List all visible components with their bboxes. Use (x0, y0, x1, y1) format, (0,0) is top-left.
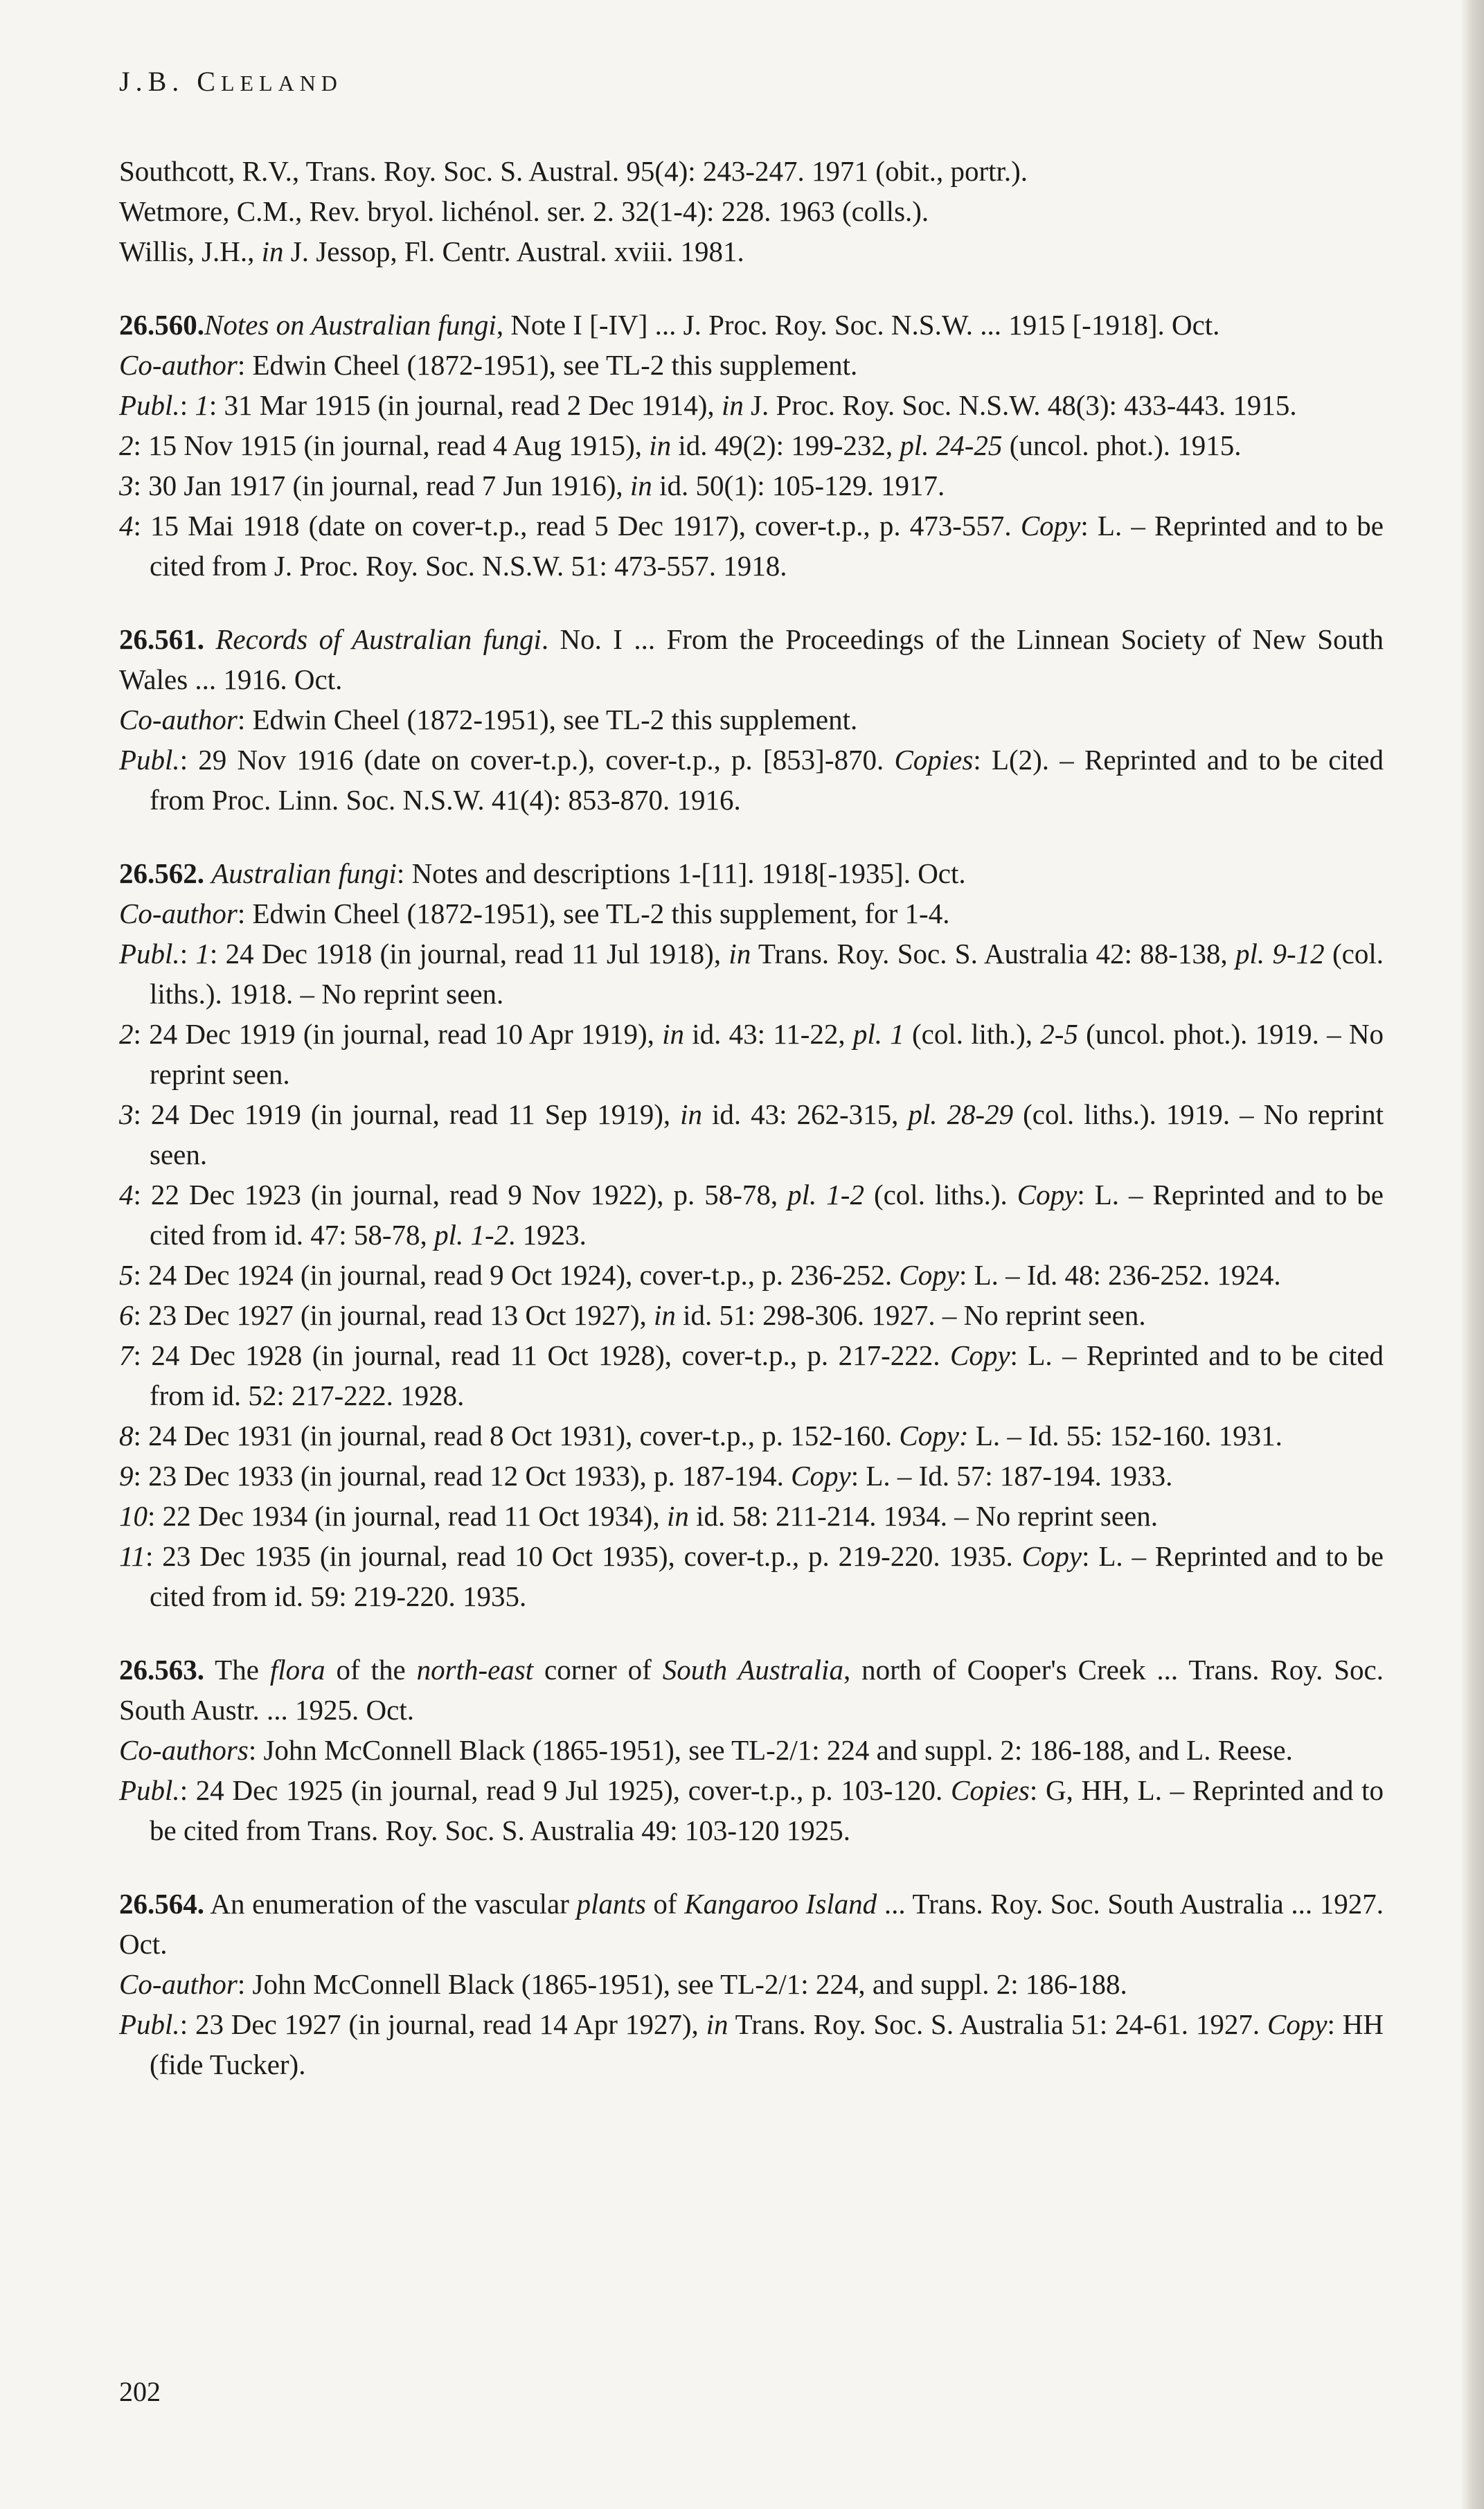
entry-26-563 (119, 1650, 1384, 1850)
entry-line: 9: 23 Dec 1933 (in journal, read 12 Oct 1933), p. 187-194. Copy: L. – Id. 57: 187-194. 1933. (119, 1460, 1173, 1492)
entry-line: Co-author: John McConnell Black (1865-1951), see TL-2/1: 224, and suppl. 2: 186-188. (119, 1968, 1127, 2000)
page-number: 202 (119, 2376, 161, 2407)
entry-title: 26.561. Records of Australian fungi. No. I ... From the Proceedings of the Linnean Society of New South Wales ... 1916. Oct. (119, 623, 1384, 695)
entry-line: Co-author: Edwin Cheel (1872-1951), see TL-2 this supplement. (119, 349, 858, 381)
entry-line: 7: 24 Dec 1928 (in journal, read 11 Oct 1928), cover-t.p., p. 217-222. Copy: L. – Reprinted and to be cited from id. 52: 217-222. 1928. (119, 1339, 1384, 1411)
entry-line: 10: 22 Dec 1934 (in journal, read 11 Oct 1934), in id. 58: 211-214. 1934. – No reprint seen. (119, 1500, 1159, 1532)
entry-title: 26.560.Notes on Australian fungi, Note I [-IV] ... J. Proc. Roy. Soc. N.S.W. ... 1915 [-1918]. Oct. (119, 309, 1220, 341)
entry-line: Publ.: 1: 31 Mar 1915 (in journal, read 2 Dec 1914), in J. Proc. Roy. Soc. N.S.W. 48(3): 433-443. 1915. (119, 389, 1297, 421)
entry-title: 26.564. An enumeration of the vascular plants of Kangaroo Island ... Trans. Roy. Soc. South Australia ... 1927. Oct. (119, 1888, 1384, 1960)
entry-line: Publ.: 23 Dec 1927 (in journal, read 14 Apr 1927), in Trans. Roy. Soc. S. Australia 51: 24-61. 1927. Copy: HH (fide Tucker). (119, 2008, 1384, 2080)
entry-26-562 (119, 853, 1384, 1616)
entry-line: 6: 23 Dec 1927 (in journal, read 13 Oct 1927), in id. 51: 298-306. 1927. – No reprint seen. (119, 1299, 1146, 1331)
entry-line: Publ.: 24 Dec 1925 (in journal, read 9 Jul 1925), cover-t.p., p. 103-120. Copies: G, HH, L. – Reprinted and to be cited from Trans. Roy. Soc. S. Australia 49: 103-120 1925. (119, 1774, 1384, 1846)
continuation-line: Willis, J.H., in J. Jessop, Fl. Centr. Austral. xviii. 1981. (119, 235, 744, 267)
entry-title: 26.563. The flora of the north-east corner of South Australia, north of Cooper's Creek ... Trans. Roy. Soc. South Austr. ... 1925. Oct. (119, 1654, 1384, 1726)
entry-title: 26.562. Australian fungi: Notes and descriptions 1-[11]. 1918[-1935]. Oct. (119, 857, 966, 889)
entry-26-560 (119, 305, 1384, 586)
entry-line: 2: 15 Nov 1915 (in journal, read 4 Aug 1915), in id. 49(2): 199-232, pl. 24-25 (uncol. phot.). 1915. (119, 429, 1242, 461)
entry-line: Co-authors: John McConnell Black (1865-1951), see TL-2/1: 224 and suppl. 2: 186-188, and L. Reese. (119, 1734, 1293, 1766)
continuation-block (119, 151, 1384, 271)
running-head (119, 62, 1384, 102)
entry-line: 4: 22 Dec 1923 (in journal, read 9 Nov 1922), p. 58-78, pl. 1-2 (col. liths.). Copy: L. – Reprinted and to be cited from id. 47: 58-78, pl. 1-2. 1923. (119, 1179, 1384, 1251)
continuation-line: Southcott, R.V., Trans. Roy. Soc. S. Austral. 95(4): 243-247. 1971 (obit., portr.). (119, 155, 1028, 187)
entry-26-564 (119, 1884, 1384, 2084)
entry-line: 4: 15 Mai 1918 (date on cover-t.p., read 5 Dec 1917), cover-t.p., p. 473-557. Copy: L. – Reprinted and to be cited from J. Proc. Roy. Soc. N.S.W. 51: 473-557. 1918. (119, 510, 1384, 582)
entry-26-561 (119, 619, 1384, 820)
entry-line: 3: 30 Jan 1917 (in journal, read 7 Jun 1916), in id. 50(1): 105-129. 1917. (119, 470, 945, 501)
entry-line: Co-author: Edwin Cheel (1872-1951), see TL-2 this supplement. (119, 704, 858, 735)
entry-line: 11: 23 Dec 1935 (in journal, read 10 Oct 1935), cover-t.p., p. 219-220. 1935. Copy: L. – Reprinted and to be cited from id. 59: 219-220. 1935. (119, 1540, 1384, 1612)
entry-line: 5: 24 Dec 1924 (in journal, read 9 Oct 1924), cover-t.p., p. 236-252. Copy: L. – Id. 48: 236-252. 1924. (119, 1259, 1281, 1291)
entry-line: 3: 24 Dec 1919 (in journal, read 11 Sep 1919), in id. 43: 262-315, pl. 28-29 (col. liths.). 1919. – No reprint seen. (119, 1098, 1384, 1170)
entry-line: Co-author: Edwin Cheel (1872-1951), see TL-2 this supplement, for 1-4. (119, 898, 950, 929)
entry-line: 8: 24 Dec 1931 (in journal, read 8 Oct 1931), cover-t.p., p. 152-160. Copy: L. – Id. 55: 152-160. 1931. (119, 1420, 1282, 1452)
continuation-line: Wetmore, C.M., Rev. bryol. lichénol. ser. 2. 32(1-4): 228. 1963 (colls.). (119, 195, 929, 227)
page-gutter-shadow (1460, 0, 1484, 2509)
entry-line: Publ.: 1: 24 Dec 1918 (in journal, read 11 Jul 1918), in Trans. Roy. Soc. S. Australia 42: 88-138, pl. 9-12 (col. liths.). 1918. – No reprint seen. (119, 938, 1384, 1010)
entry-line: Publ.: 29 Nov 1916 (date on cover-t.p.), cover-t.p., p. [853]-870. Copies: L(2). – Reprinted and to be cited from Proc. Linn. Soc. N.S.W. 41(4): 853-870. 1916. (119, 744, 1384, 816)
running-head-text: J.B. CLELAND (119, 66, 343, 97)
entry-line: 2: 24 Dec 1919 (in journal, read 10 Apr 1919), in id. 43: 11-22, pl. 1 (col. lith.), 2-5 (uncol. phot.). 1919. – No reprint seen. (119, 1018, 1384, 1090)
page-content (119, 62, 1384, 2084)
